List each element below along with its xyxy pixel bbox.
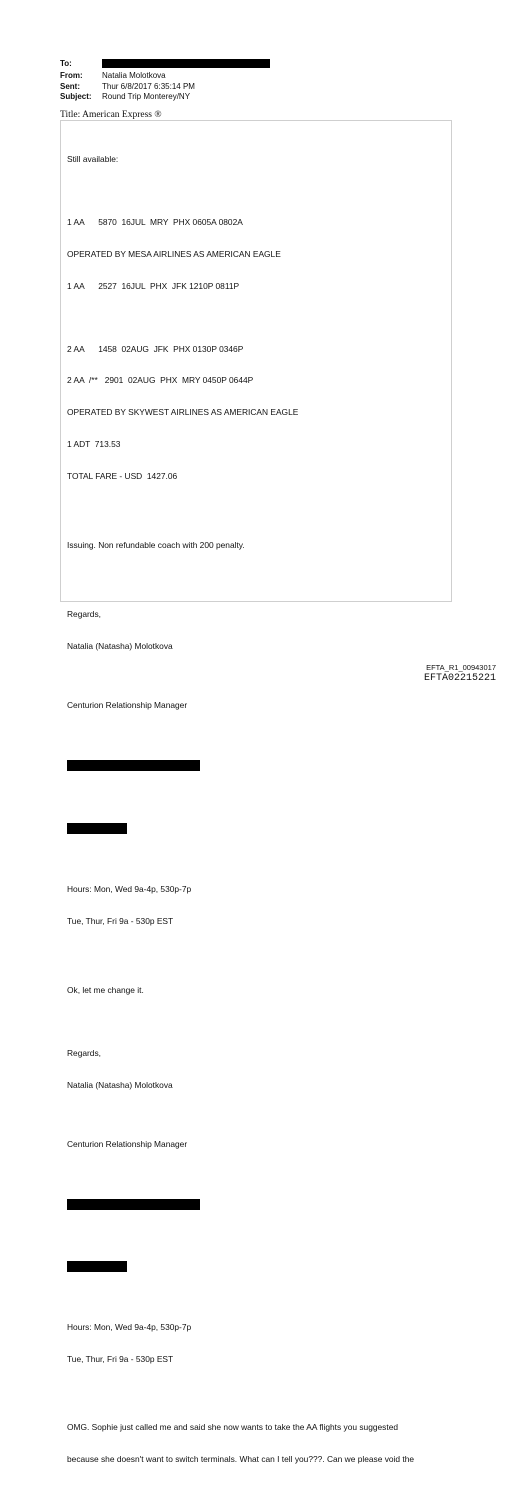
to-row [60,59,320,71]
from-label: From: [60,71,83,81]
to-label: To: [60,59,72,68]
signature-role: Centurion Relationship Manager [67,699,188,710]
subject-label: Subject: [60,92,92,102]
body-line: because she doesn't want to switch terminals. What can I tell you???. Can we please void the [67,1453,415,1464]
subject-value: Round Trip Monterey/NY [102,92,191,102]
hours-line: Tue, Thur, Fri 9a - 530p EST [67,916,174,926]
body-line: Still available: [67,154,119,165]
total-fare: TOTAL FARE - USD 1427.06 [67,470,178,481]
message-body-frame [60,120,452,1464]
subject-row [60,92,320,102]
from-value: Natalia Molotkova [102,71,166,81]
hours-line: Hours: Mon, Wed 9a-4p, 530p-7p [67,1322,192,1333]
body-line: Issuing. Non refundable coach with 200 penalty. [67,539,245,550]
body-line: Ok, let me change it. [67,984,144,995]
title-line: Title: American Express ® [60,110,162,120]
email-header [60,59,320,103]
signature-role: Centurion Relationship Manager [67,1138,188,1149]
redaction-bar [67,760,200,771]
operator-note: OPERATED BY MESA AIRLINES AS AMERICAN EAGLE [67,248,281,259]
from-row [60,71,320,81]
redaction-bar [67,1199,200,1210]
document-ref: EFTA_R1_00943017 [426,663,496,672]
hours-line: Tue, Thur, Fri 9a - 530p EST [67,1354,174,1365]
sent-row [60,82,320,92]
body-line: OMG. Sophie just called me and said she now wants to take the AA flights you suggested [67,1422,399,1433]
flight-segment: 2 AA /** 2901 02AUG PHX MRY 0450P 0644P [67,375,254,386]
operator-note: OPERATED BY SKYWEST AIRLINES AS AMERICAN EAGLE [67,407,299,418]
message-body [67,133,445,1486]
sent-value: Thur 6/8/2017 6:35:14 PM [102,81,195,91]
redaction-bar [102,59,270,68]
flight-segment: 1 AA 2527 16JUL PHX JFK 1210P 0811P [67,280,240,291]
sent-label: Sent: [60,81,80,91]
signoff: Regards, [67,1047,101,1058]
flight-segment: 1 AA 5870 16JUL MRY PHX 0605A 0802A [67,217,243,228]
signoff: Regards, [67,608,101,619]
bates-number: EFTA02215221 [423,673,496,684]
redaction-bar [67,823,127,834]
hours-line: Hours: Mon, Wed 9a-4p, 530p-7p [67,884,192,895]
to-value [102,59,320,71]
signature-name: Natalia (Natasha) Molotkova [67,640,173,651]
fare-line: 1 ADT 713.53 [67,439,121,450]
flight-segment: 2 AA 1458 02AUG JFK PHX 0130P 0346P [67,343,244,354]
redaction-bar [67,1261,127,1272]
signature-name: Natalia (Natasha) Molotkova [67,1079,173,1090]
